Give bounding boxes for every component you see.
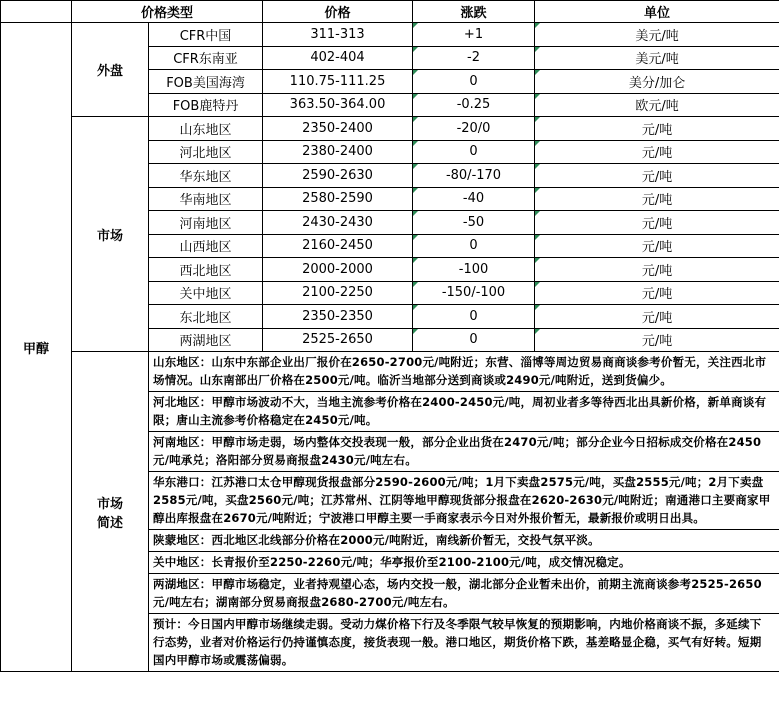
summary-note: 华东港口：江苏港口太仓甲醇现货报盘部分2590-2600元/吨；1月下卖盘2575元/吨，买盘2555元/吨；2月下卖盘2585元/吨，买盘2560元/吨；江苏常州、江阴等地甲醇现货部分报盘在2620-2630元/吨附近；南通港口主要商家甲醇出库报盘在2670元/吨附近；宁波港口甲醇主要一手商家表示今日对外报价暂无，最新报价或明日出具。 bbox=[149, 472, 779, 530]
region-name: 西北地区 bbox=[149, 258, 263, 282]
summary-note: 河北地区：甲醇市场波动不大，当地主流参考价格在2400-2450元/吨，周初业者多等待西北出具新价格，新单商谈有限；唐山主流参考价格稳定在2450元/吨。 bbox=[149, 392, 779, 432]
change-value: -40 bbox=[413, 187, 535, 211]
change-value: 0 bbox=[413, 234, 535, 258]
unit-value: 元/吨 bbox=[535, 258, 779, 282]
change-value: -20/0 bbox=[413, 117, 535, 141]
unit-value: 元/吨 bbox=[535, 117, 779, 141]
unit-value: 美分/加仑 bbox=[535, 70, 779, 94]
region-name: CFR东南亚 bbox=[149, 46, 263, 70]
change-value: 0 bbox=[413, 305, 535, 329]
region-name: 山西地区 bbox=[149, 234, 263, 258]
change-value: -150/-100 bbox=[413, 281, 535, 305]
unit-value: 元/吨 bbox=[535, 234, 779, 258]
outer-label: 外盘 bbox=[72, 23, 149, 117]
header-unit: 单位 bbox=[535, 1, 779, 23]
price-value: 2000-2000 bbox=[263, 258, 413, 282]
summary-label bbox=[72, 352, 149, 672]
region-name: 山东地区 bbox=[149, 117, 263, 141]
unit-value: 美元/吨 bbox=[535, 23, 779, 47]
price-value: 2160-2450 bbox=[263, 234, 413, 258]
summary-note: 关中地区：长青报价至2250-2260元/吨；华亭报价至2100-2100元/吨，成交情况稳定。 bbox=[149, 552, 779, 574]
change-value: 0 bbox=[413, 140, 535, 164]
summary-label-line1: 市场 bbox=[96, 496, 123, 512]
price-value: 402-404 bbox=[263, 46, 413, 70]
price-value: 2430-2430 bbox=[263, 211, 413, 235]
unit-value: 元/吨 bbox=[535, 281, 779, 305]
unit-value: 元/吨 bbox=[535, 211, 779, 235]
region-name: 华东地区 bbox=[149, 164, 263, 188]
region-name: FOB美国海湾 bbox=[149, 70, 263, 94]
change-value: -0.25 bbox=[413, 93, 535, 117]
change-value: +1 bbox=[413, 23, 535, 47]
price-value: 2350-2350 bbox=[263, 305, 413, 329]
change-value: -80/-170 bbox=[413, 164, 535, 188]
price-value: 2350-2400 bbox=[263, 117, 413, 141]
region-name: FOB鹿特丹 bbox=[149, 93, 263, 117]
region-name: 河南地区 bbox=[149, 211, 263, 235]
price-value: 363.50-364.00 bbox=[263, 93, 413, 117]
summary-note: 两湖地区：甲醇市场稳定，业者持观望心态，场内交投一般，湖北部分企业暂未出价，前期主流商谈参考2525-2650元/吨左右；湖南部分贸易商报盘2680-2700元/吨左右。 bbox=[149, 574, 779, 614]
price-value: 2525-2650 bbox=[263, 328, 413, 352]
change-value: 0 bbox=[413, 70, 535, 94]
header-row bbox=[1, 1, 779, 23]
unit-value: 欧元/吨 bbox=[535, 93, 779, 117]
header-type: 价格类型 bbox=[72, 1, 263, 23]
price-value: 2590-2630 bbox=[263, 164, 413, 188]
region-name: 河北地区 bbox=[149, 140, 263, 164]
summary-notes bbox=[149, 352, 779, 672]
unit-value: 元/吨 bbox=[535, 164, 779, 188]
change-value: -100 bbox=[413, 258, 535, 282]
price-row bbox=[1, 117, 779, 141]
summary-note: 陕蒙地区：西北地区北线部分价格在2000元/吨附近，南线新价暂无，交投气氛平淡。 bbox=[149, 530, 779, 552]
change-value: -2 bbox=[413, 46, 535, 70]
region-name: CFR中国 bbox=[149, 23, 263, 47]
price-value: 2380-2400 bbox=[263, 140, 413, 164]
summary-note: 预计：今日国内甲醇市场继续走弱。受动力煤价格下行及冬季限气较早恢复的预期影响，内地价格商谈不振，多延续下行态势，业者对价格运行仍持谨慎态度，接货表现一般。港口地区，期货价格下跌，基差略显企稳，买气有好转。短期国内甲醇市场或震荡偏弱。 bbox=[153, 617, 762, 667]
region-name: 华南地区 bbox=[149, 187, 263, 211]
summary-label-line2: 简述 bbox=[96, 515, 123, 531]
price-row bbox=[1, 23, 779, 47]
change-value: -50 bbox=[413, 211, 535, 235]
header-change: 涨跌 bbox=[413, 1, 535, 23]
unit-value: 元/吨 bbox=[535, 305, 779, 329]
unit-value: 美元/吨 bbox=[535, 46, 779, 70]
unit-value: 元/吨 bbox=[535, 140, 779, 164]
summary-row bbox=[1, 352, 779, 672]
market-label: 市场 bbox=[72, 117, 149, 352]
price-value: 311-313 bbox=[263, 23, 413, 47]
summary-note: 山东地区：山东中东部企业出厂报价在2650-2700元/吨附近；东营、淄博等周边贸易商商谈参考价暂无，关注西北市场情况。山东南部出厂价格在2500元/吨。临沂当地部分送到商谈或2490元/吨附近，送到货偏少。 bbox=[149, 352, 779, 392]
region-name: 关中地区 bbox=[149, 281, 263, 305]
region-name: 东北地区 bbox=[149, 305, 263, 329]
price-value: 2580-2590 bbox=[263, 187, 413, 211]
summary-note: 河南地区：甲醇市场走弱，场内整体交投表现一般，部分企业出货在2470元/吨；部分企业今日招标成交价格在2450元/吨承兑；洛阳部分贸易商报盘2430元/吨左右。 bbox=[149, 432, 779, 472]
header-blank bbox=[1, 1, 72, 23]
product-name: 甲醇 bbox=[1, 23, 72, 672]
price-value: 2100-2250 bbox=[263, 281, 413, 305]
price-value: 110.75-111.25 bbox=[263, 70, 413, 94]
change-value: 0 bbox=[413, 328, 535, 352]
region-name: 两湖地区 bbox=[149, 328, 263, 352]
unit-value: 元/吨 bbox=[535, 187, 779, 211]
header-price: 价格 bbox=[263, 1, 413, 23]
unit-value: 元/吨 bbox=[535, 328, 779, 352]
